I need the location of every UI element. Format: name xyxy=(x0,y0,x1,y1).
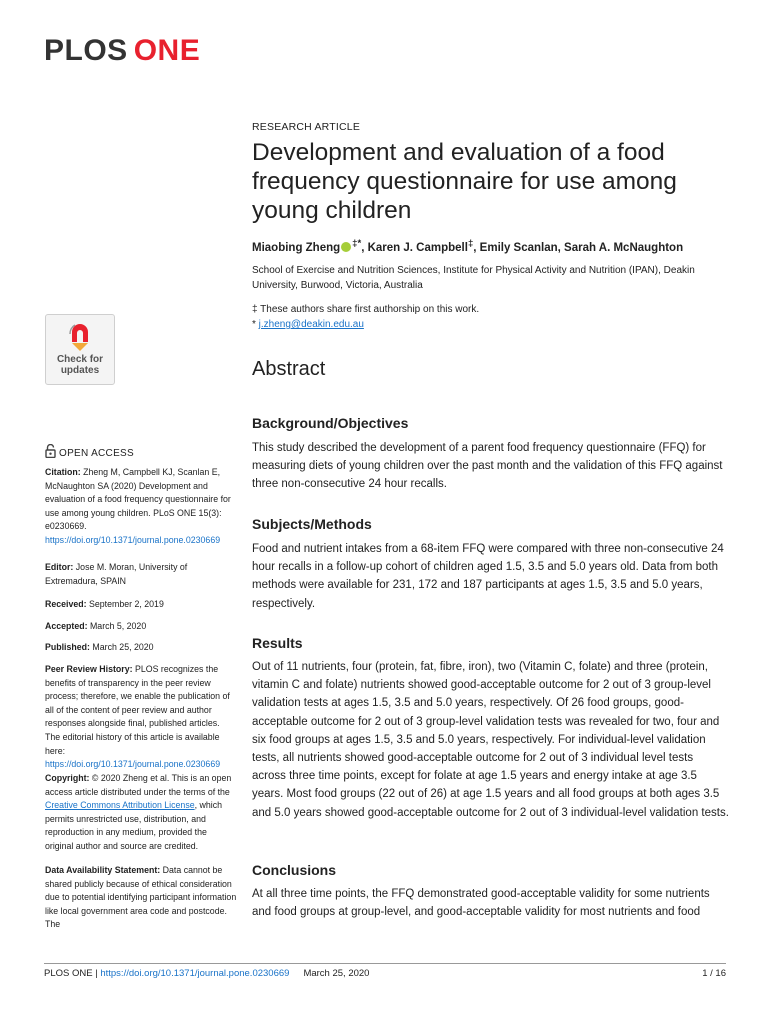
editor-block xyxy=(45,561,237,588)
accepted-block xyxy=(45,620,237,634)
section-text-background: This study described the development of a parent food frequency questionnaire (FFQ) for measuring diets of young children over the past month and the validation of this FFQ against three non-consecutive 24 hour recalls. xyxy=(252,442,723,491)
open-access-label[interactable] xyxy=(45,444,237,463)
check-for-updates-icon xyxy=(67,322,93,352)
citation-block xyxy=(45,466,237,548)
page-number: 1 / 16 xyxy=(702,968,726,979)
shared-authorship-note: ‡ These authors share first authorship on this work. xyxy=(252,304,480,315)
published-label: Published: xyxy=(45,642,90,652)
article-type: RESEARCH ARTICLE xyxy=(252,121,361,133)
open-access-lock-icon xyxy=(45,444,56,463)
published-date: March 25, 2020 xyxy=(89,642,154,652)
copyright-block xyxy=(45,772,237,854)
citation-label: Citation: xyxy=(45,467,81,477)
email-link[interactable]: j.zheng@deakin.edu.au xyxy=(258,319,364,330)
copyright-text-2: , which permits unrestricted use, distribution, and reproduction in any medium, provided the original author and source are credited. xyxy=(45,800,223,851)
logo-one: ONE xyxy=(133,34,201,67)
section-heading-results: Results xyxy=(252,635,303,651)
author-first-marks: ‡* xyxy=(352,238,362,249)
journal-logo xyxy=(44,34,200,68)
received-date: September 2, 2019 xyxy=(86,599,164,609)
peer-review-block xyxy=(45,663,237,772)
copyright-text-1: © 2020 Zheng et al. This is an open access article distributed under the terms of the xyxy=(45,773,232,797)
footer-separator: | xyxy=(92,968,101,979)
check-label-line1: Check for xyxy=(56,354,104,365)
affiliation: School of Exercise and Nutrition Sciences, Institute for Physical Activity and Nutrition (IPAN), Deakin University, Burwood, Victoria, Australia xyxy=(252,265,695,291)
accepted-label: Accepted: xyxy=(45,621,88,631)
check-for-updates-label xyxy=(46,354,114,376)
received-label: Received: xyxy=(45,599,87,609)
author-second[interactable]: , Karen J. Campbell xyxy=(361,241,468,254)
data-availability-block xyxy=(45,864,237,932)
citation-text: Zheng M, Campbell KJ, Scanlan E, McNaughton SA (2020) Development and evaluation of a food frequency questionnaire for use among young children. PLoS ONE 15(3): e0230669. xyxy=(45,467,231,532)
data-availability-label: Data Availability Statement: xyxy=(45,865,161,875)
accepted-date: March 5, 2020 xyxy=(87,621,147,631)
section-text-conclusions: At all three time points, the FFQ demonstrated good-acceptable validity for some nutrients and food groups at group-level, and good-acceptable validity for most nutrients and food xyxy=(252,888,710,919)
section-heading-conclusions: Conclusions xyxy=(252,862,337,878)
section-heading-background: Background/Objectives xyxy=(252,415,409,431)
peer-review-label: Peer Review History: xyxy=(45,664,133,674)
open-access-text: OPEN ACCESS xyxy=(59,447,134,459)
check-for-updates-badge[interactable] xyxy=(45,314,115,385)
author-second-mark: ‡ xyxy=(467,238,474,249)
editor-text: Jose M. Moran, University of Extremadura, SPAIN xyxy=(45,562,188,586)
author-notes xyxy=(252,302,730,332)
page-footer xyxy=(44,968,369,979)
author-first[interactable]: Miaobing Zheng xyxy=(252,241,341,254)
section-text-results: Out of 11 nutrients, four (protein, fat, fibre, iron), two (Vitamin C, folate) and three (protein, vitamin C and folate) nutrients showed good-acceptable outcome for 2 out of 3 group-level validation tests at ages 1.5, 3.5 and 5.0 years, respectively. Of 26 food groups, good-acceptable outcome for 2 out of 3 group-level validation tests was revealed for two, four and six food groups at ages 1.5, 3.5 and 5.0 years, respectively. For individual-level validation tests, all nutrients showed good-acceptable outcome for 2 out of 3 individual level tests across three time points, except for folate at age 1.5 years and energy intake at age 3.5 years. Most food groups (22 out of 26) at age 1.5 years and all food groups at both ages 3.5 and 5.0 years showed good-acceptable outcome for 2 out of 3 individual-level validation tests. xyxy=(252,661,729,819)
peer-review-text: PLOS recognizes the benefits of transparency in the peer review process; therefore, we enable the publication of all of the content of peer review and author responses alongside final, published articles. The editorial history of this article is available here: xyxy=(45,664,230,756)
footer-date: March 25, 2020 xyxy=(303,968,370,979)
corresponding-email-line xyxy=(252,317,730,332)
received-block xyxy=(45,598,237,612)
data-availability-text: Data cannot be shared publicly because of ethical consideration due to potential identifying participant information like local government area code and postcode. The xyxy=(45,865,237,930)
email-marker: * xyxy=(252,319,259,330)
abstract-heading: Abstract xyxy=(252,358,326,380)
published-block xyxy=(45,641,237,655)
section-text-methods: Food and nutrient intakes from a 68-item FFQ were compared with three non-consecutive 24 hour recalls in a follow-up cohort of children aged 1.5, 3.5 and 5.0 years old. Data from both methods were available for 231, 172 and 187 participants at ages 1.5, 3.5 and 5.0 years, respectively. xyxy=(252,543,724,610)
footer-doi-link[interactable]: https://doi.org/10.1371/journal.pone.0230669 xyxy=(100,968,290,979)
section-heading-methods: Subjects/Methods xyxy=(252,516,372,532)
footer-divider xyxy=(44,963,726,964)
orcid-icon[interactable] xyxy=(341,242,351,252)
editor-label: Editor: xyxy=(45,562,74,572)
footer-journal: PLOS ONE xyxy=(44,968,93,979)
logo-plos: PLOS xyxy=(44,34,128,67)
article-title: Development and evaluation of a food frequency questionnaire for use among young children xyxy=(252,139,677,224)
author-others[interactable]: , Emily Scanlan, Sarah A. McNaughton xyxy=(473,241,684,254)
author-list xyxy=(252,238,730,254)
cc-license-link[interactable]: Creative Commons Attribution License xyxy=(45,800,195,811)
peer-review-link[interactable]: https://doi.org/10.1371/journal.pone.0230669 xyxy=(45,759,221,770)
citation-doi-link[interactable]: https://doi.org/10.1371/journal.pone.0230669 xyxy=(45,534,221,545)
check-label-line2: updates xyxy=(60,365,100,376)
copyright-label: Copyright: xyxy=(45,773,90,783)
